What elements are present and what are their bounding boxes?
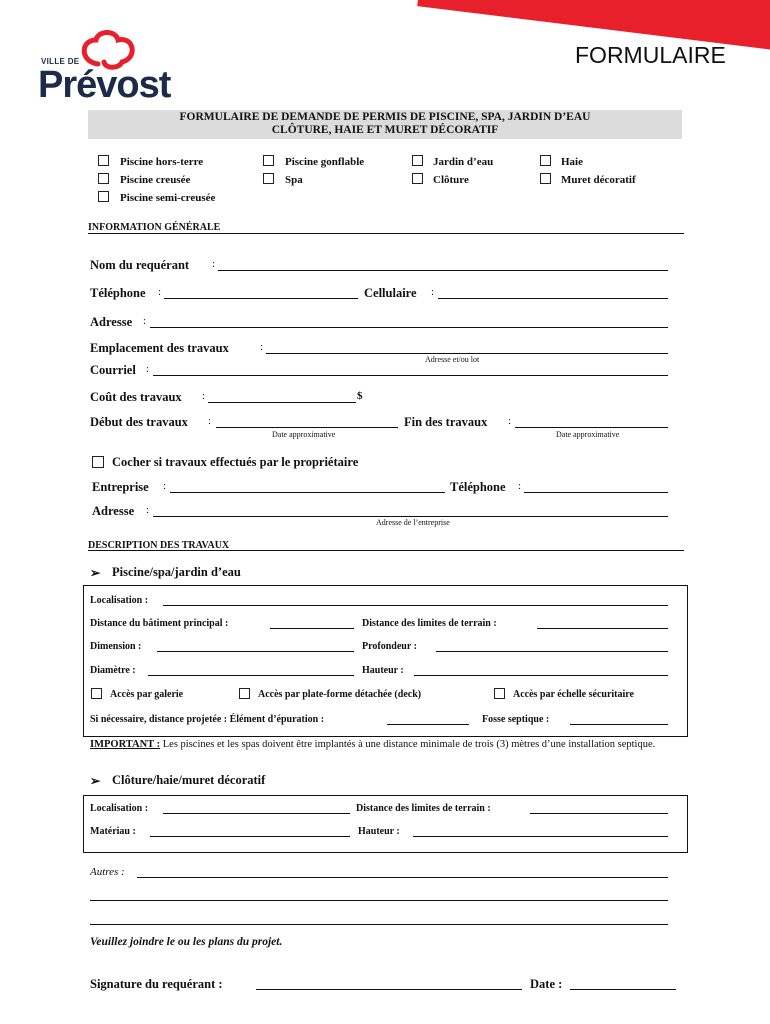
checkbox-spa[interactable] (263, 173, 274, 184)
form-title-line2: CLÔTURE, HAIE ET MURET DÉCORATIF (271, 124, 499, 136)
note-joindre-plans: Veuillez joindre le ou les plans du projet. (90, 936, 283, 948)
checkbox-piscine-hors-terre[interactable] (98, 155, 109, 166)
label-proprietaire: Cocher si travaux effectués par le propriétaire (112, 455, 359, 469)
label-cloture: Clôture (433, 174, 469, 186)
form-title-line1: FORMULAIRE DE DEMANDE DE PERMIS DE PISCINE, SPA, JARDIN D’EAU (179, 111, 591, 123)
form-title (88, 110, 682, 139)
checkbox-piscine-gonflable[interactable] (263, 155, 274, 166)
label-fosse-septique: Fosse septique : (482, 714, 550, 725)
label-distance-limites: Distance des limites de terrain : (362, 618, 497, 629)
hint-date-fin: Date approximative (556, 430, 620, 439)
colon: : (163, 480, 167, 492)
field-localisation-cloture[interactable] (163, 813, 350, 814)
checkbox-acces-echelle[interactable] (494, 688, 505, 699)
field-adresse-entreprise[interactable] (153, 516, 668, 517)
field-emplacement[interactable] (266, 353, 668, 354)
label-distance-batiment: Distance du bâtiment principal : (90, 618, 229, 629)
section-divider (88, 550, 684, 551)
checkbox-piscine-creusee[interactable] (98, 173, 109, 184)
label-fin: Fin des travaux (404, 415, 488, 429)
field-element-epuration[interactable] (387, 724, 469, 725)
label-adresse-entreprise: Adresse (92, 504, 135, 518)
field-dimension[interactable] (157, 651, 354, 652)
label-courriel: Courriel (90, 363, 136, 377)
field-distance-limites-cloture[interactable] (530, 813, 668, 814)
label-nom: Nom du requérant (90, 258, 190, 272)
label-hauteur: Hauteur : (362, 665, 404, 676)
label-signature: Signature du requérant : (90, 977, 223, 991)
label-telephone-entreprise: Téléphone (450, 480, 506, 494)
logo-prevost: Prévost (38, 64, 171, 106)
field-autres-1[interactable] (137, 877, 668, 878)
label-telephone: Téléphone (90, 286, 146, 300)
label-adresse: Adresse (90, 315, 133, 329)
colon: : (143, 315, 147, 327)
checkbox-muret[interactable] (540, 173, 551, 184)
field-hauteur-cloture[interactable] (413, 836, 668, 837)
heading-piscine: Piscine/spa/jardin d’eau (112, 565, 241, 579)
important-text: Les piscines et les spas doivent être implantés à une distance minimale de trois (3) mètres d’une installation septique. (162, 739, 656, 750)
field-telephone[interactable] (164, 298, 358, 299)
label-acces-echelle: Accès par échelle sécuritaire (513, 689, 634, 700)
heading-cloture: Clôture/haie/muret décoratif (112, 773, 266, 787)
field-fin[interactable] (515, 427, 668, 428)
important-note (90, 739, 680, 751)
checkbox-piscine-semi[interactable] (98, 191, 109, 202)
colon: : (508, 415, 512, 427)
label-profondeur: Profondeur : (362, 641, 417, 652)
field-materiau[interactable] (150, 836, 350, 837)
hint-adresse-entreprise: Adresse de l’entreprise (376, 518, 450, 527)
field-profondeur[interactable] (436, 651, 668, 652)
field-autres-2[interactable] (90, 900, 668, 901)
field-autres-3[interactable] (90, 924, 668, 925)
label-localisation-cloture: Localisation : (90, 803, 149, 814)
dollar-sign: $ (357, 390, 363, 402)
checkbox-jardin-eau[interactable] (412, 155, 423, 166)
label-cout: Coût des travaux (90, 390, 182, 404)
label-materiau: Matériau : (90, 826, 136, 837)
colon: : (518, 480, 522, 492)
label-haie: Haie (561, 156, 583, 168)
label-piscine-hors-terre: Piscine hors-terre (120, 156, 204, 168)
checkbox-acces-galerie[interactable] (91, 688, 102, 699)
label-distance-limites-cloture: Distance des limites de terrain : (356, 803, 491, 814)
field-distance-limites[interactable] (537, 628, 668, 629)
checkbox-acces-plateforme[interactable] (239, 688, 250, 699)
colon: : (146, 504, 150, 516)
label-piscine-creusee: Piscine creusée (120, 174, 191, 186)
checkbox-haie[interactable] (540, 155, 551, 166)
field-nom[interactable] (218, 270, 668, 271)
hint-adresse-lot: Adresse et/ou lot (425, 355, 480, 364)
label-emplacement: Emplacement des travaux (90, 341, 229, 355)
field-entreprise[interactable] (170, 492, 445, 493)
field-fosse-septique[interactable] (570, 724, 668, 725)
arrow-icon: ➢ (90, 566, 101, 580)
section-info-generale: INFORMATION GÉNÉRALE (88, 222, 221, 233)
label-distance-projetee: Si nécessaire, distance projetée : Élément d’épuration : (90, 714, 325, 725)
field-distance-batiment[interactable] (270, 628, 354, 629)
colon: : (212, 258, 216, 270)
label-spa: Spa (285, 174, 303, 186)
label-piscine-gonflable: Piscine gonflable (285, 156, 365, 168)
label-debut: Début des travaux (90, 415, 188, 429)
document-type-heading: FORMULAIRE (575, 42, 726, 68)
field-hauteur[interactable] (414, 675, 668, 676)
arrow-icon: ➢ (90, 774, 101, 788)
section-description: DESCRIPTION DES TRAVAUX (88, 540, 230, 551)
checkbox-proprietaire[interactable] (92, 456, 104, 468)
field-date[interactable] (570, 989, 676, 990)
colon: : (158, 286, 162, 298)
colon: : (202, 390, 206, 402)
colon: : (260, 341, 264, 353)
label-muret: Muret décoratif (561, 174, 636, 186)
field-adresse[interactable] (150, 327, 668, 328)
label-date: Date : (530, 977, 563, 991)
label-cellulaire: Cellulaire (364, 286, 417, 300)
logo-ville-de: VILLE DE (41, 57, 80, 66)
important-label: IMPORTANT : (90, 739, 161, 750)
field-diametre[interactable] (148, 675, 354, 676)
label-localisation: Localisation : (90, 595, 149, 606)
colon: : (146, 363, 150, 375)
label-dimension: Dimension : (90, 641, 142, 652)
label-jardin-eau: Jardin d’eau (433, 156, 494, 168)
colon: : (208, 415, 212, 427)
checkbox-cloture[interactable] (412, 173, 423, 184)
label-entreprise: Entreprise (92, 480, 149, 494)
field-cellulaire[interactable] (438, 298, 668, 299)
label-acces-galerie: Accès par galerie (110, 689, 184, 700)
label-acces-plateforme: Accès par plate-forme détachée (deck) (258, 689, 422, 700)
label-hauteur-cloture: Hauteur : (358, 826, 400, 837)
field-debut[interactable] (216, 427, 398, 428)
field-telephone-entreprise[interactable] (524, 492, 668, 493)
field-localisation[interactable] (163, 605, 668, 606)
label-diametre: Diamètre : (90, 665, 136, 676)
label-autres: Autres : (90, 866, 125, 878)
colon: : (431, 286, 435, 298)
field-cout[interactable] (208, 402, 356, 403)
section-divider (88, 233, 684, 234)
field-signature[interactable] (256, 989, 522, 990)
hint-date-debut: Date approximative (272, 430, 336, 439)
label-piscine-semi: Piscine semi-creusée (120, 192, 216, 204)
field-courriel[interactable] (153, 375, 668, 376)
